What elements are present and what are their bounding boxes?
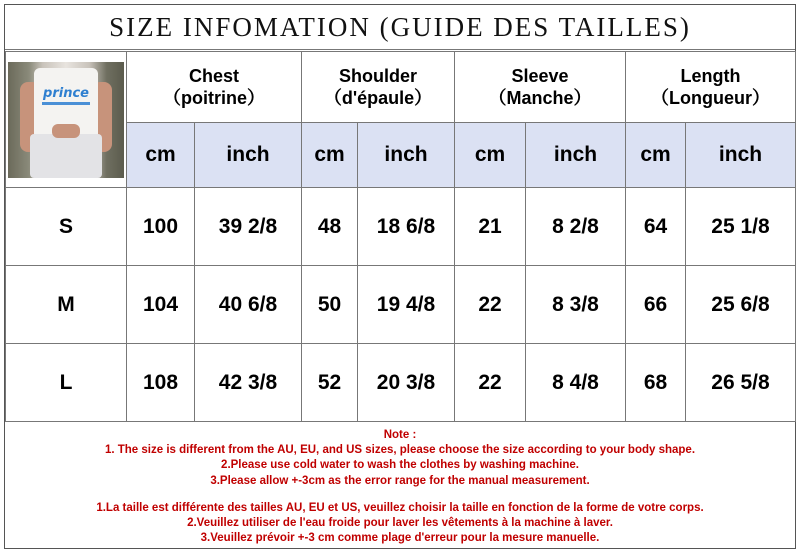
- note-line: 3.Veuillez prévoir +-3 cm comme plage d'erreur pour la mesure manuelle.: [200, 532, 600, 545]
- table-cell: 52: [302, 344, 358, 422]
- table-cell: 64: [626, 188, 686, 266]
- table-cell: 50: [302, 266, 358, 344]
- unit-cell: cm: [455, 123, 526, 188]
- header-sleeve-sub: （Manche）: [488, 88, 592, 108]
- table-cell: 18 6/8: [358, 188, 455, 266]
- unit-cell: cm: [626, 123, 686, 188]
- size-label: S: [6, 188, 127, 266]
- table-cell: 8 2/8: [526, 188, 626, 266]
- notes-section: [5, 423, 795, 548]
- size-chart: [4, 4, 796, 549]
- note-line: 2.Please use cold water to wash the clothes by washing machine.: [221, 459, 579, 472]
- table-cell: 19 4/8: [358, 266, 455, 344]
- table-cell: 20 3/8: [358, 344, 455, 422]
- unit-cell: cm: [127, 123, 195, 188]
- table-cell: 26 5/8: [686, 344, 796, 422]
- shirt-print-text: prince: [43, 85, 89, 101]
- table-cell: 48: [302, 188, 358, 266]
- unit-cell: inch: [686, 123, 796, 188]
- notes-heading: Note :: [383, 429, 417, 441]
- unit-cell: inch: [526, 123, 626, 188]
- table-cell: 42 3/8: [195, 344, 302, 422]
- page-title: SIZE INFOMATION (GUIDE DES TAILLES): [5, 5, 795, 50]
- table-cell: 8 4/8: [526, 344, 626, 422]
- product-photo: [8, 62, 124, 178]
- header-chest-name: Chest: [188, 66, 239, 86]
- unit-cell: inch: [195, 123, 302, 188]
- table-cell: 68: [626, 344, 686, 422]
- table-cell: 100: [127, 188, 195, 266]
- table-cell: 108: [127, 344, 195, 422]
- note-line: 1. The size is different from the AU, EU, and US sizes, please choose the size according to your body shape.: [104, 444, 696, 457]
- size-table: [5, 51, 796, 422]
- note-line: 2.Veuillez utiliser de l'eau froide pour laver les vêtements à la machine à laver.: [187, 517, 613, 530]
- header-shoulder-name: Shoulder: [338, 66, 417, 86]
- header-length-name: Length: [680, 66, 741, 86]
- table-cell: 21: [455, 188, 526, 266]
- table-cell: 25 6/8: [686, 266, 796, 344]
- header-chest-sub: （poitrine）: [163, 88, 265, 108]
- note-line: 1.La taille est différente des tailles AU, EU et US, veuillez choisir la taille en fonction de la forme de votre corps.: [96, 501, 704, 514]
- header-sleeve: [455, 52, 626, 123]
- unit-cell: cm: [302, 123, 358, 188]
- table-row: [6, 266, 796, 344]
- header-chest: [127, 52, 302, 123]
- header-shoulder-sub: （d'épaule）: [323, 88, 433, 108]
- size-label: M: [6, 266, 127, 344]
- table-row: [6, 188, 796, 266]
- header-length-sub: （Longueur）: [651, 88, 770, 108]
- table-cell: 104: [127, 266, 195, 344]
- table-cell: 39 2/8: [195, 188, 302, 266]
- table-cell: 66: [626, 266, 686, 344]
- table-cell: 22: [455, 344, 526, 422]
- table-cell: 22: [455, 266, 526, 344]
- note-line: 3.Please allow +-3cm as the error range for the manual measurement.: [210, 474, 590, 487]
- header-shoulder: [302, 52, 455, 123]
- size-label: L: [6, 344, 127, 422]
- unit-cell: inch: [358, 123, 455, 188]
- header-sleeve-name: Sleeve: [511, 66, 569, 86]
- product-photo-cell: [6, 52, 127, 188]
- table-cell: 8 3/8: [526, 266, 626, 344]
- table-cell: 40 6/8: [195, 266, 302, 344]
- table-cell: 25 1/8: [686, 188, 796, 266]
- table-row: [6, 344, 796, 422]
- header-length: [626, 52, 796, 123]
